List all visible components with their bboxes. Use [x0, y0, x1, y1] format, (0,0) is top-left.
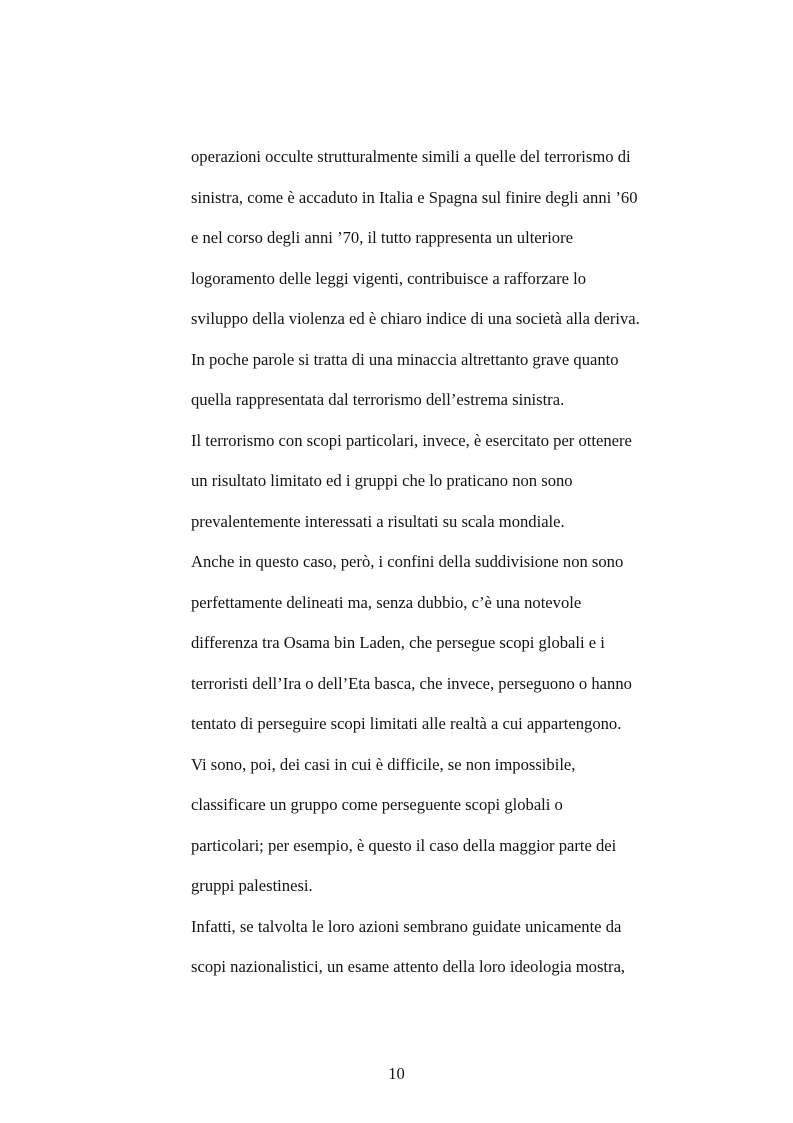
text-line: Il terrorismo con scopi particolari, invece, è esercitato per ottenere [191, 430, 632, 450]
body-text [191, 140, 671, 991]
text-line: scopi nazionalistici, un esame attento della loro ideologia mostra, [191, 957, 626, 976]
text-line: Anche in questo caso, però, i confini della suddivisione non sono [191, 552, 624, 571]
text-line: prevalentemente interessati a risultati su scala mondiale. [191, 511, 565, 531]
text-line: classificare un gruppo come perseguente scopi globali o [191, 795, 563, 814]
text-line: perfettamente delineati ma, senza dubbio, c’è una notevole [191, 592, 582, 612]
text-line: terroristi dell’Ira o dell’Eta basca, che invece, perseguono o hanno [191, 673, 632, 693]
text-line: quella rappresentata dal terrorismo dell’estrema sinistra. [191, 390, 565, 409]
text-line: operazioni occulte strutturalmente simili a quelle del terrorismo di [191, 147, 631, 166]
text-line: Vi sono, poi, dei casi in cui è difficile, se non impossibile, [191, 754, 576, 774]
text-line: logoramento delle leggi vigenti, contribuisce a rafforzare lo [191, 268, 587, 288]
text-line: differenza tra Osama bin Laden, che persegue scopi globali e i [191, 633, 605, 652]
text-line: e nel corso degli anni ’70, il tutto rappresenta un ulteriore [191, 228, 573, 247]
text-line: particolari; per esempio, è questo il caso della maggior parte dei [191, 835, 617, 855]
text-line: gruppi palestinesi. [191, 876, 313, 895]
text-line: un risultato limitato ed i gruppi che lo praticano non sono [191, 471, 573, 490]
text-line: In poche parole si tratta di una minaccia altrettanto grave quanto [191, 349, 619, 369]
text-line: Infatti, se talvolta le loro azioni sembrano guidate unicamente da [191, 916, 622, 936]
text-line: sinistra, come è accaduto in Italia e Spagna sul finire degli anni ’60 [191, 187, 638, 207]
page-number: 10 [388, 1064, 405, 1083]
text-line: sviluppo della violenza ed è chiaro indice di una società alla deriva. [191, 309, 640, 328]
text-line: tentato di perseguire scopi limitati alle realtà a cui appartengono. [191, 714, 622, 733]
